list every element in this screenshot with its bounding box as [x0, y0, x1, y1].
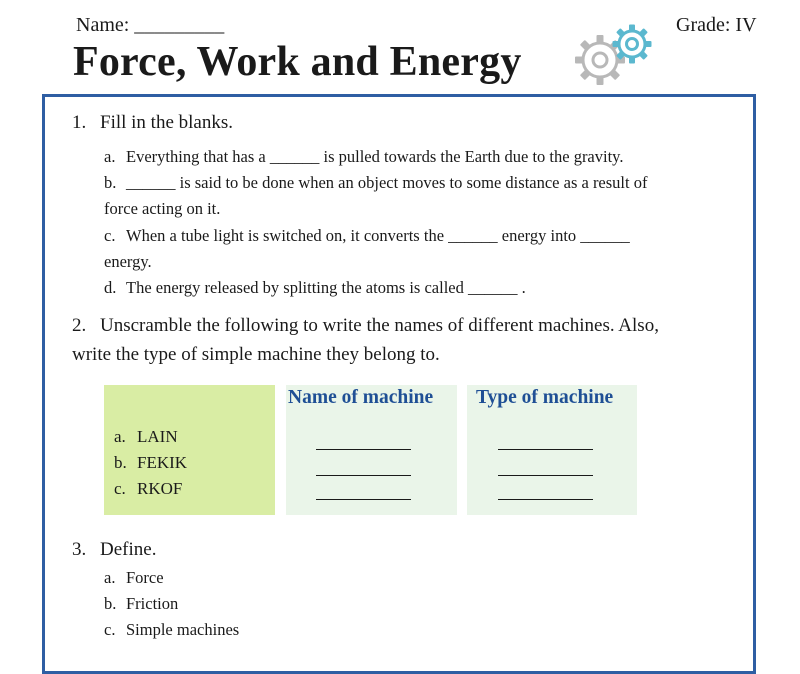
q3-item-c: c. Simple machines — [104, 620, 240, 639]
question-text: Define. — [100, 539, 157, 560]
scrambled-word-b: b. FEKIK — [114, 453, 188, 472]
question-2-continued: write the type of simple machine they belong to. — [72, 344, 440, 365]
q1-item-c: c. When a tube light is switched on, it converts the ______ energy into ______ — [104, 226, 630, 245]
gears-icon — [572, 20, 662, 90]
scrambled-word-c: c. RKOF — [114, 479, 183, 498]
question-text: Unscramble the following to write the names of different machines. Also, — [100, 315, 659, 336]
question-1 — [72, 108, 233, 137]
question-number: 3. — [72, 539, 87, 560]
teal-gear — [613, 25, 652, 64]
q1-item-c-continued: energy. — [104, 252, 152, 271]
question-text: Fill in the blanks. — [100, 112, 233, 133]
q1-item-a: a. Everything that has a ______ is pulled towards the Earth due to the gravity. — [104, 147, 624, 166]
q1-item-b-continued: force acting on it. — [104, 199, 221, 218]
q1-item-b: b. ______ is said to be done when an object moves to some distance as a result of — [104, 173, 648, 192]
answer-blank-type-c[interactable] — [498, 499, 593, 500]
answer-blank-name-c[interactable] — [316, 499, 411, 500]
question-3 — [72, 535, 156, 564]
question-number: 2. — [72, 315, 87, 336]
question-number: 1. — [72, 112, 87, 133]
answer-blank-name-b[interactable] — [316, 475, 411, 476]
answer-blank-name-a[interactable] — [316, 449, 411, 450]
name-field-label: Name: _________ — [76, 14, 225, 36]
worksheet-title: Force, Work and Energy — [73, 39, 522, 85]
column-heading-type: Type of machine — [476, 387, 614, 408]
scrambled-word-a: a. LAIN — [114, 427, 178, 446]
q3-item-a: a. Force — [104, 568, 164, 587]
answer-blank-type-b[interactable] — [498, 475, 593, 476]
q1-item-d: d. The energy released by splitting the atoms is called ______ . — [104, 278, 526, 297]
question-2 — [72, 311, 659, 340]
answer-blank-type-a[interactable] — [498, 449, 593, 450]
q3-item-b: b. Friction — [104, 594, 179, 613]
column-heading-name: Name of machine — [288, 387, 434, 408]
grade-label: Grade: IV — [676, 14, 757, 36]
